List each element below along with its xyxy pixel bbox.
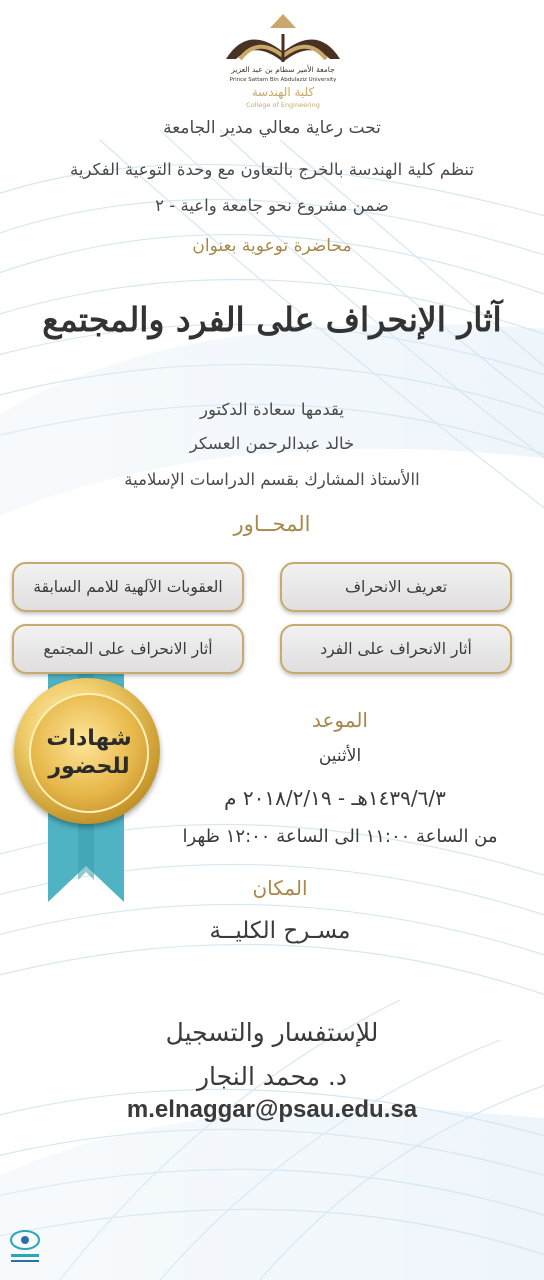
badge-line1: شهادات <box>46 726 132 751</box>
topic-item: العقوبات الآلهية للامم السابقة <box>12 562 244 612</box>
contact-name: د. محمد النجار <box>196 1062 347 1091</box>
patronage-text: تحت رعاية معالي مدير الجامعة <box>163 118 381 138</box>
logo-en-university: Prince Sattam Bin Abdulaziz University <box>229 77 337 83</box>
presenter-position: االأستاذ المشارك بقسم الدراسات الإسلامية <box>124 470 420 489</box>
eye-logo-icon <box>8 1226 42 1266</box>
venue-heading: المكان <box>252 876 308 900</box>
topic-item: أثار الانحراف على الفرد <box>280 624 512 674</box>
contact-heading: للإستفسار والتسجيل <box>165 1018 379 1047</box>
topic-item: أثار الانحراف على المجتمع <box>12 624 244 674</box>
schedule-day: الأثنين <box>318 746 362 766</box>
college-logo <box>208 14 358 124</box>
logo-ar-college: كلية الهندسة <box>251 85 315 99</box>
book-emblem-icon <box>226 14 340 62</box>
contact-email: m.elnaggar@psau.edu.sa <box>126 1096 418 1123</box>
presenter-name: خالد عبدالرحمن العسكر <box>189 434 355 453</box>
topics-heading: المحــاور <box>233 512 311 536</box>
attendance-certificate-badge <box>14 678 160 824</box>
project-text: ضمن مشروع نحو جامعة واعية - ٢ <box>155 196 389 215</box>
schedule-date: ١٤٣٩/٦/٣هـ - ٢٠١٨/٢/١٩ م <box>224 786 446 810</box>
presenter-intro: يقدمها سعادة الدكتور <box>200 400 344 419</box>
logo-ar-university: جامعة الأمير سطام بن عبد العزيز <box>231 65 335 74</box>
badge-line2: للحضور <box>48 754 130 779</box>
topic-item: تعريف الانحراف <box>280 562 512 612</box>
lecture-title: آثار الإنحراف على الفرد والمجتمع <box>42 300 502 339</box>
schedule-heading: الموعد <box>312 708 368 732</box>
schedule-time: من الساعة ١١:٠٠ الى الساعة ١٢:٠٠ ظهرا <box>182 826 498 847</box>
venue-name: مسـرح الكليــة <box>209 918 351 944</box>
organizer-text: تنظم كلية الهندسة بالخرج بالتعاون مع وحدة التوعية الفكرية <box>70 160 474 179</box>
lecture-subtitle: محاضرة توعوية بعنوان <box>192 236 352 256</box>
logo-en-college: College of Engineering <box>246 101 320 109</box>
